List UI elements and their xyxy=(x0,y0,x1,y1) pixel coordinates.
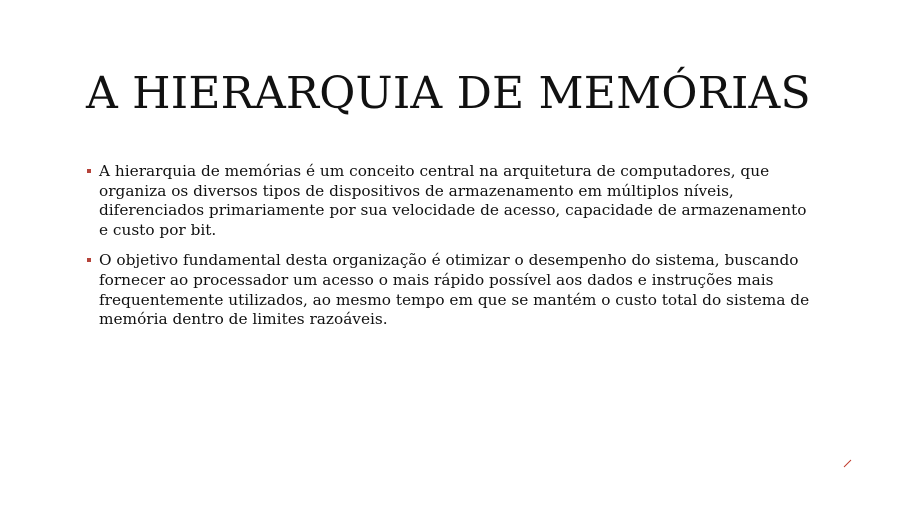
bullet-text: O objetivo fundamental desta organização é otimizar o desempenho do sistema, buscando fornecer ao processador um acesso o mais rápido possível aos dados e instruções mais frequentemente utilizados, ao mesmo tempo em que se mantém o custo total do sistema de memória dentro de limites razoáveis. xyxy=(99,251,810,329)
bullet-list xyxy=(86,162,816,341)
bullet-item xyxy=(86,162,816,240)
bullet-text: A hierarquia de memórias é um conceito central na arquitetura de computadores, que organiza os diversos tipos de dispositivos de armazenamento em múltiplos níveis, diferenciados primariamente por sua velocidade de acesso, capacidade de armazenamento e custo por bit. xyxy=(99,162,807,239)
square-bullet-icon xyxy=(87,258,91,262)
slash-mark-icon xyxy=(843,459,852,468)
square-bullet-icon xyxy=(87,169,91,173)
bullet-item xyxy=(86,251,816,329)
slide-title: A HIERARQUIA DE MEMÓRIAS xyxy=(86,68,811,119)
